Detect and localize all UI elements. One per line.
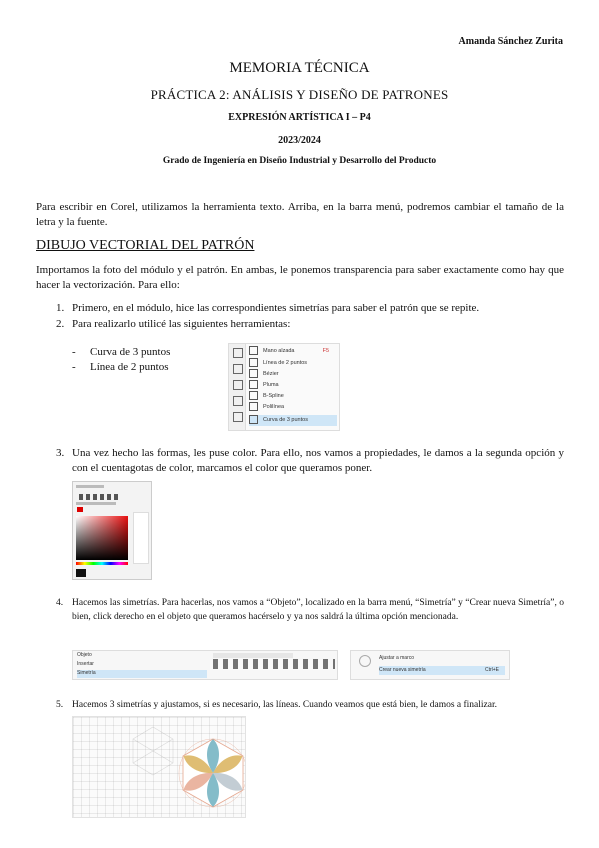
menu-item-label: Bézier — [263, 371, 279, 377]
toolbox-strip — [229, 344, 246, 430]
list-number: 1. — [56, 302, 65, 314]
tools-menu-screenshot — [228, 343, 340, 431]
flower-pattern — [73, 717, 245, 817]
document-title: MEMORIA TÉCNICA — [229, 60, 370, 76]
list-number: 2. — [56, 318, 65, 330]
bspline-icon — [249, 391, 258, 400]
menu-item-selected — [379, 666, 505, 675]
menu-item — [249, 358, 337, 369]
menu-item-selected: Simetría — [77, 670, 207, 678]
menu-item-label: Mano alzada — [263, 348, 295, 354]
intro-paragraph: Para escribir en Corel, utilizamos la herramienta texto. Arriba, en la barra menú, podremos cambiar el tamaño de la letra y la fuente. — [36, 201, 564, 228]
object-menu-screenshot — [72, 650, 338, 680]
tool-icon — [233, 396, 243, 406]
list-text: Para realizarlo utilicé las siguientes herramientas: — [72, 318, 291, 330]
menu-item-label: Línea de 2 puntos — [263, 360, 308, 366]
context-menu-screenshot — [350, 650, 510, 680]
menu-shortcut: Ctrl+E — [484, 667, 499, 673]
menu-item-selected — [249, 415, 337, 426]
fill-type-icons — [79, 494, 119, 500]
list-number: 4. — [56, 598, 64, 608]
curve-icon — [249, 415, 258, 424]
menu-item-label: Curva de 3 puntos — [263, 417, 308, 423]
list-dash: - — [72, 346, 76, 358]
color-values-column — [133, 512, 149, 564]
section-intro-paragraph: Importamos la foto del módulo y el patrón. En ambas, le ponemos transparencia para saber exactamente como hay que hacer la vectorización. Para ello: — [36, 264, 564, 291]
current-color-swatch — [77, 507, 83, 512]
menu-item — [249, 380, 337, 391]
tool-icon — [233, 380, 243, 390]
list-item — [56, 698, 564, 713]
polyline-icon — [249, 402, 258, 411]
tool-icon — [233, 412, 243, 422]
tool-icon — [233, 364, 243, 374]
panel-title-bar — [76, 485, 104, 488]
hue-slider — [76, 562, 128, 565]
menu-item: Ajustar a marco — [379, 655, 415, 661]
menu-item — [249, 346, 337, 357]
list-item — [56, 596, 564, 640]
list-text: Hacemos 3 simetrías y ajustamos, si es necesario, las líneas. Cuando veamos que está bien, le damos a finalizar. — [72, 700, 498, 710]
academic-year: 2023/2024 — [278, 135, 321, 146]
menu-shortcut: F5 — [322, 348, 329, 354]
menu-item: Objeto — [77, 652, 92, 658]
list-item — [56, 301, 564, 316]
pen-icon — [249, 380, 258, 389]
tool-name: Línea de 2 puntos — [90, 361, 169, 373]
toolbar-icons — [213, 659, 335, 669]
document-subtitle: PRÁCTICA 2: ANÁLISIS Y DISEÑO DE PATRONES — [150, 87, 449, 102]
panel-row — [76, 502, 116, 505]
bezier-icon — [249, 369, 258, 378]
toolbar-tabs — [213, 653, 293, 658]
tool-icon — [233, 348, 243, 358]
author-name: Amanda Sánchez Zurita — [458, 36, 563, 47]
menu-item-label: Polilínea — [263, 404, 285, 410]
list-number: 5. — [56, 700, 64, 710]
list-item — [56, 317, 564, 332]
degree-name: Grado de Ingeniería en Diseño Industrial y Desarrollo del Producto — [162, 156, 437, 166]
list-text: Primero, en el módulo, hice las correspondientes simetrías para saber el patrón que se repite. — [72, 302, 480, 314]
symmetry-pattern-screenshot — [72, 716, 246, 818]
section-heading: DIBUJO VECTORIAL DEL PATRÓN — [36, 238, 255, 253]
menu-item-label: B-Spline — [263, 393, 284, 399]
menu-item — [249, 369, 337, 380]
menu-item-label: Pluma — [263, 382, 279, 388]
tool-name: Curva de 3 puntos — [90, 346, 171, 358]
color-gradient-field — [76, 516, 128, 560]
menu-item-label: Crear nueva simetría — [379, 667, 426, 673]
line-icon — [249, 358, 258, 367]
list-dash: - — [72, 361, 76, 373]
course-name: EXPRESIÓN ARTÍSTICA I – P4 — [228, 112, 371, 123]
menu-item: Insertar — [77, 661, 94, 667]
menu-item — [249, 402, 337, 413]
list-text: Una vez hecho las formas, les puse color. Para ello, nos vamos a propiedades, le damos a la segunda opción y con el cuentagotas de color, marcamos el color que queramos poner. — [72, 447, 564, 474]
freehand-icon — [249, 346, 258, 355]
menu-item — [249, 391, 337, 402]
list-item — [56, 446, 564, 476]
color-picker-screenshot — [72, 481, 152, 580]
selection-handle-icon — [359, 655, 371, 667]
list-text: Hacemos las simetrías. Para hacerlas, nos vamos a “Objeto”, localizado en la barra menú, “Simetría” y “Crear nueva Simetría”, o bien, click derecho en el objeto que queramos hacérselo y ya nos saldrá la última opción mencionada. — [72, 598, 564, 622]
eyedropper-swatch — [76, 569, 86, 577]
list-number: 3. — [56, 447, 65, 459]
